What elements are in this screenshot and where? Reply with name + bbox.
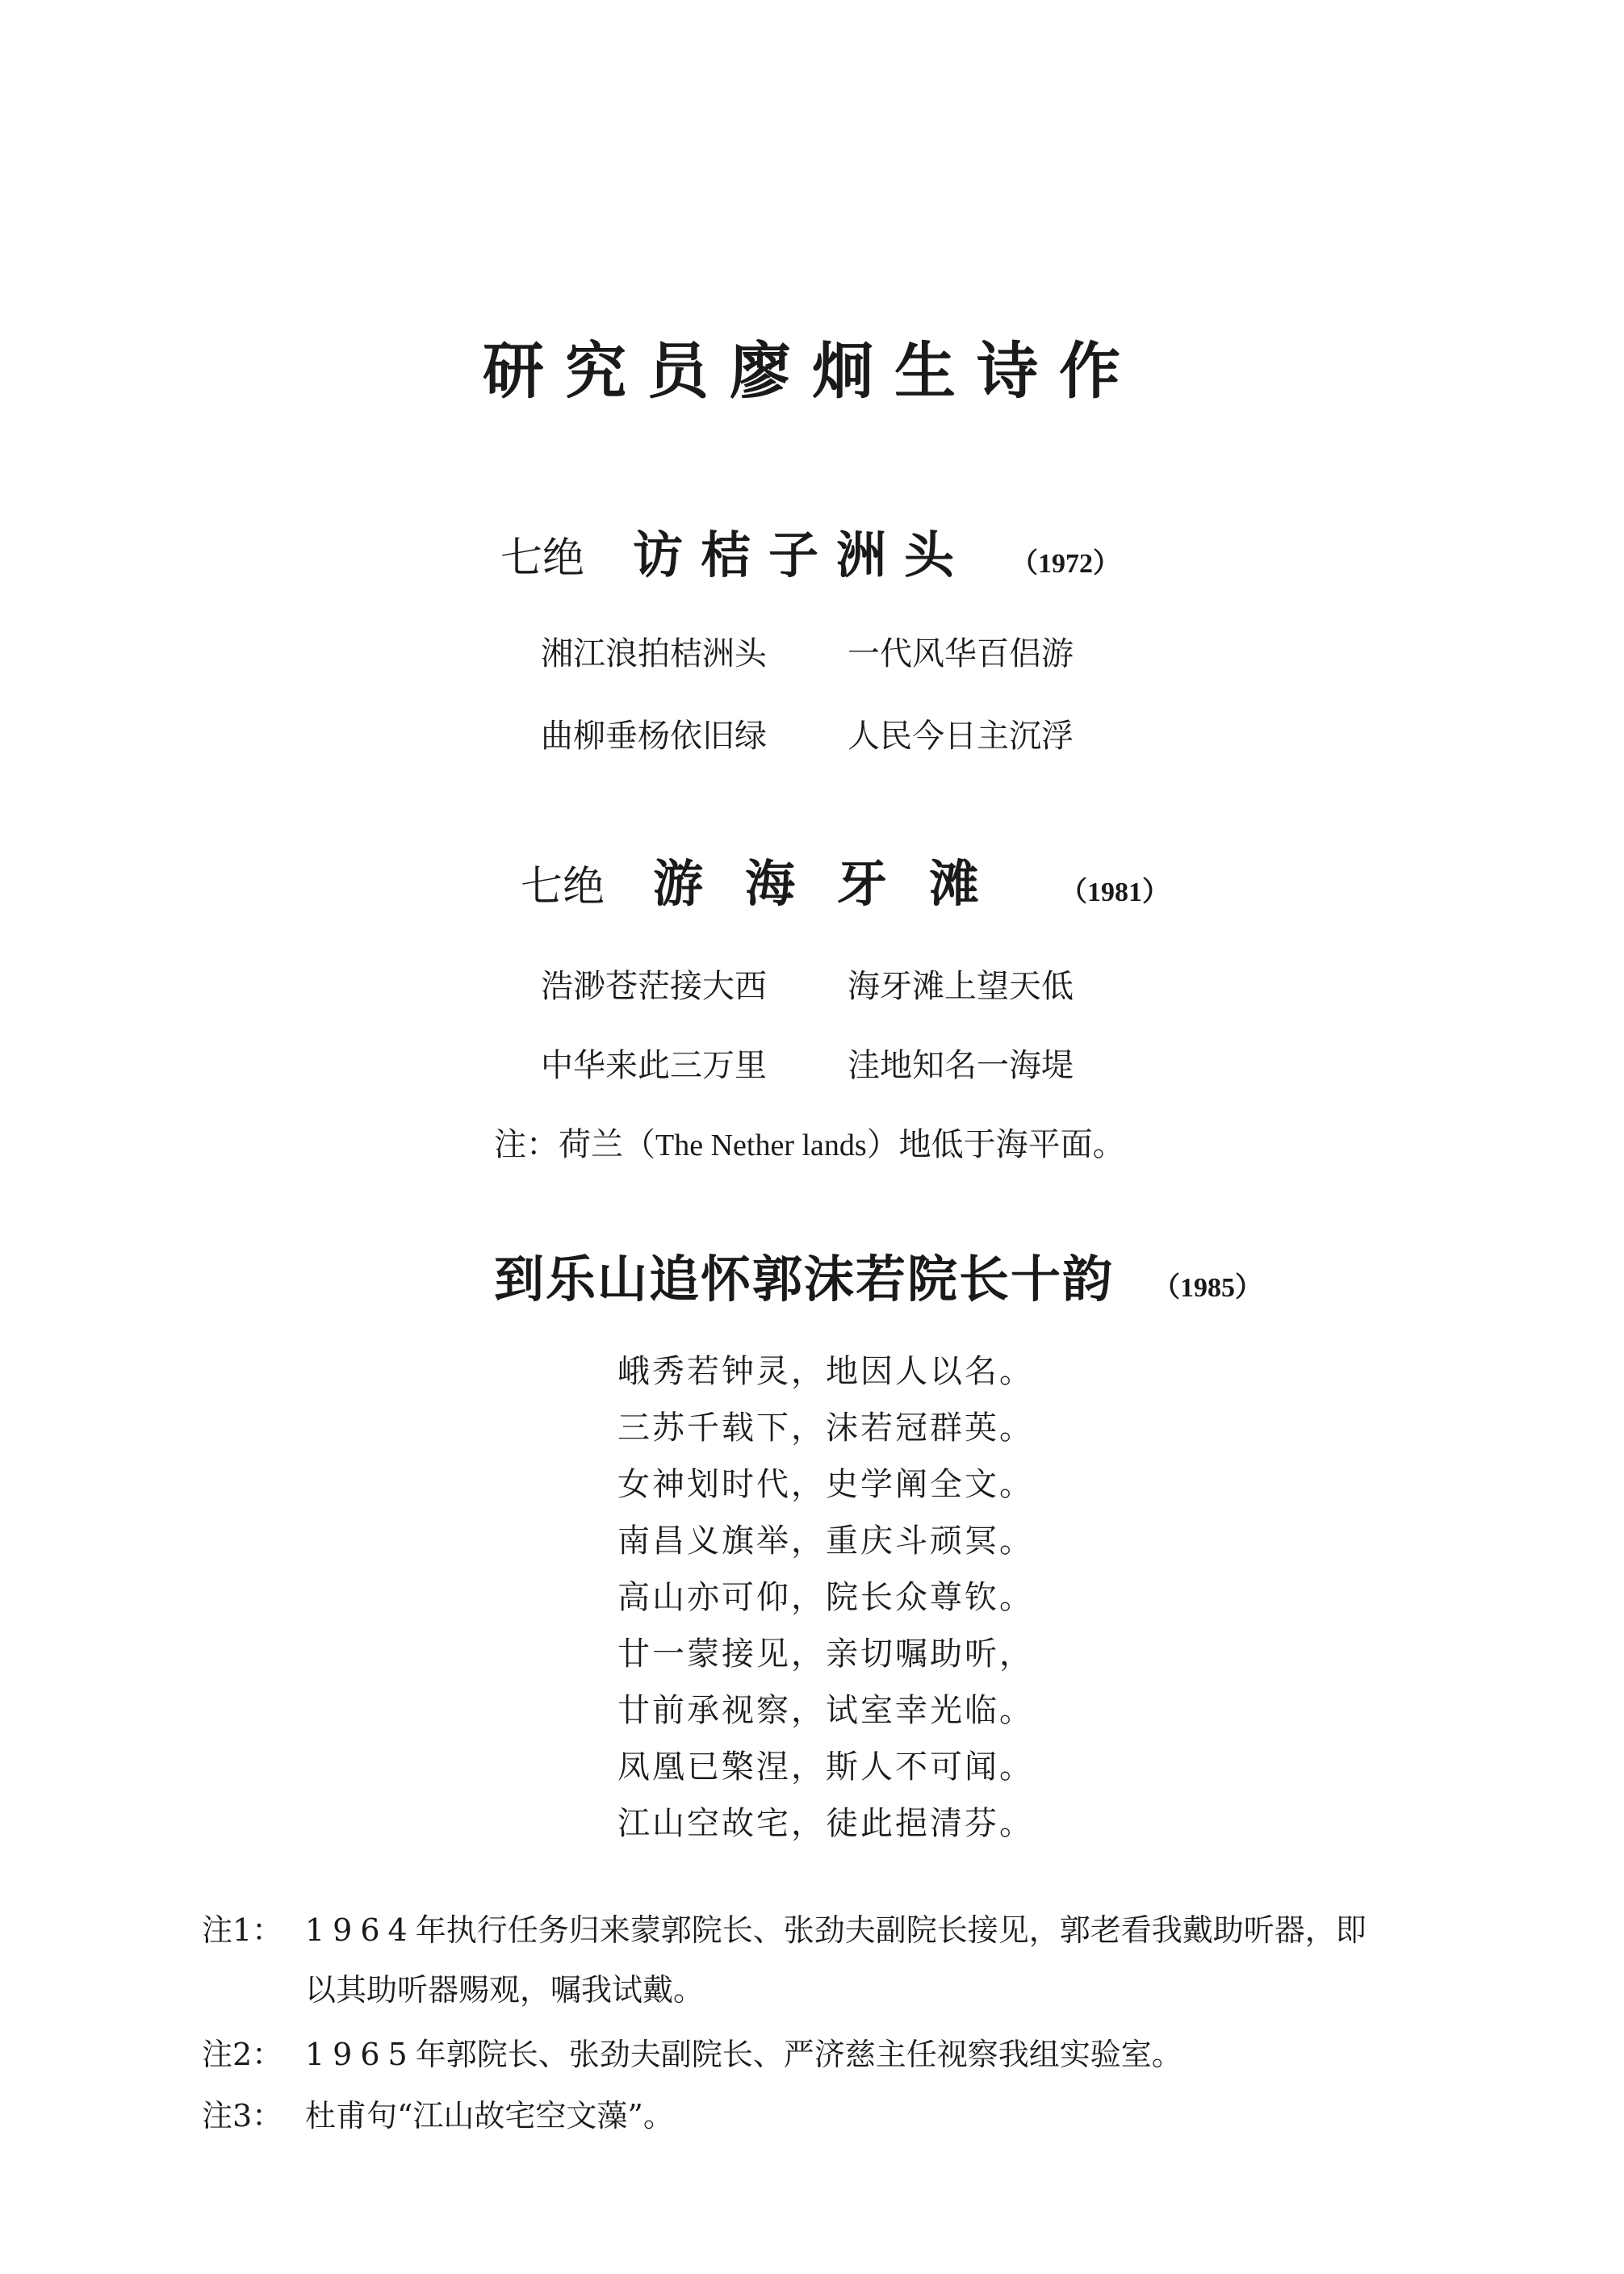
couplet-second-half: 海牙滩上望天低	[848, 968, 1074, 1005]
poem-1-couplet	[541, 714, 1074, 759]
couplet-first-half: 浩渺苍茫接大西	[541, 968, 767, 1005]
couplet-second-half: 一代风华百侣游	[848, 635, 1074, 672]
poem-1-year: （1972）	[1011, 549, 1121, 579]
poem-2-couplet	[541, 1043, 1074, 1088]
poem-line: 廿前承视察，试室幸光临。	[617, 1692, 1034, 1729]
footnote-label: 注3：	[202, 2098, 283, 2134]
poem-line: 女神划时代，史学阐全文。	[617, 1466, 1034, 1503]
note-prefix: 注：荷兰（	[494, 1126, 655, 1163]
note-suffix: ）地低于海平面。	[866, 1126, 1125, 1163]
note-latin-name: The Nether lands	[655, 1129, 867, 1162]
poem-3-heading	[494, 1239, 1262, 1311]
couplet-second-half: 人民今日主沉浮	[848, 718, 1074, 755]
poem-2-note	[494, 1122, 1125, 1168]
footnote-text: 年执行任务归来蒙郭院长、张劲夫副院长接见，郭老看我戴助听器，即	[415, 1912, 1367, 1948]
footnote-1	[202, 1907, 1367, 1954]
footnote-text: 杜甫句“江山故宅空文藻”。	[305, 2098, 674, 2134]
couplet-first-half: 湘江浪拍桔洲头	[541, 635, 767, 672]
poem-1-form: 七绝	[500, 534, 585, 583]
poem-3-body	[617, 1343, 1034, 1852]
poem-2-form: 七绝	[521, 863, 605, 911]
poem-line: 峨秀若钟灵，地因人以名。	[617, 1353, 1034, 1390]
poem-1-title: 访桔子洲头	[633, 526, 973, 584]
footnote-year: 1965	[305, 2037, 416, 2072]
couplet-second-half: 洼地知名一海堤	[848, 1047, 1074, 1084]
poem-2-couplet	[541, 964, 1074, 1009]
poem-1-heading	[500, 515, 1120, 587]
footnote-label: 注1：	[202, 1912, 283, 1948]
couplet-first-half: 曲柳垂杨依旧绿	[541, 718, 767, 755]
poem-line: 三苏千载下，沫若冠群英。	[617, 1409, 1034, 1447]
poem-2-title: 游海牙滩	[653, 854, 1022, 913]
poem-3-year: （1985）	[1153, 1273, 1263, 1303]
footnote-year: 1964	[305, 1912, 416, 1948]
footnote-3	[202, 2092, 674, 2139]
poem-1-couplet	[541, 631, 1074, 676]
page-title: 研究员廖炯生诗作	[483, 335, 1141, 407]
poem-2-heading	[521, 844, 1170, 915]
poem-line: 南昌义旗举，重庆斗顽冥。	[617, 1522, 1034, 1560]
poem-line: 江山空故宅，徒此挹清芬。	[617, 1805, 1034, 1842]
footnote-label: 注2：	[202, 2037, 283, 2072]
footnote-1-continuation: 以其助听器赐观，嘱我试戴。	[305, 1972, 705, 2008]
footnote-2	[202, 2031, 1182, 2078]
couplet-first-half: 中华来此三万里	[541, 1047, 767, 1084]
poem-2-year: （1981）	[1060, 877, 1170, 907]
poem-line: 凤凰已檠涅，斯人不可闻。	[617, 1748, 1034, 1786]
poem-3-title: 到乐山追怀郭沫若院长十韵	[494, 1250, 1115, 1309]
poem-line: 高山亦可仰，院长众尊钦。	[617, 1579, 1034, 1616]
poem-line: 廿一蒙接见，亲切嘱助听，	[617, 1635, 1034, 1673]
footnote-text: 年郭院长、张劲夫副院长、严济慈主任视察我组实验室。	[415, 2037, 1182, 2072]
